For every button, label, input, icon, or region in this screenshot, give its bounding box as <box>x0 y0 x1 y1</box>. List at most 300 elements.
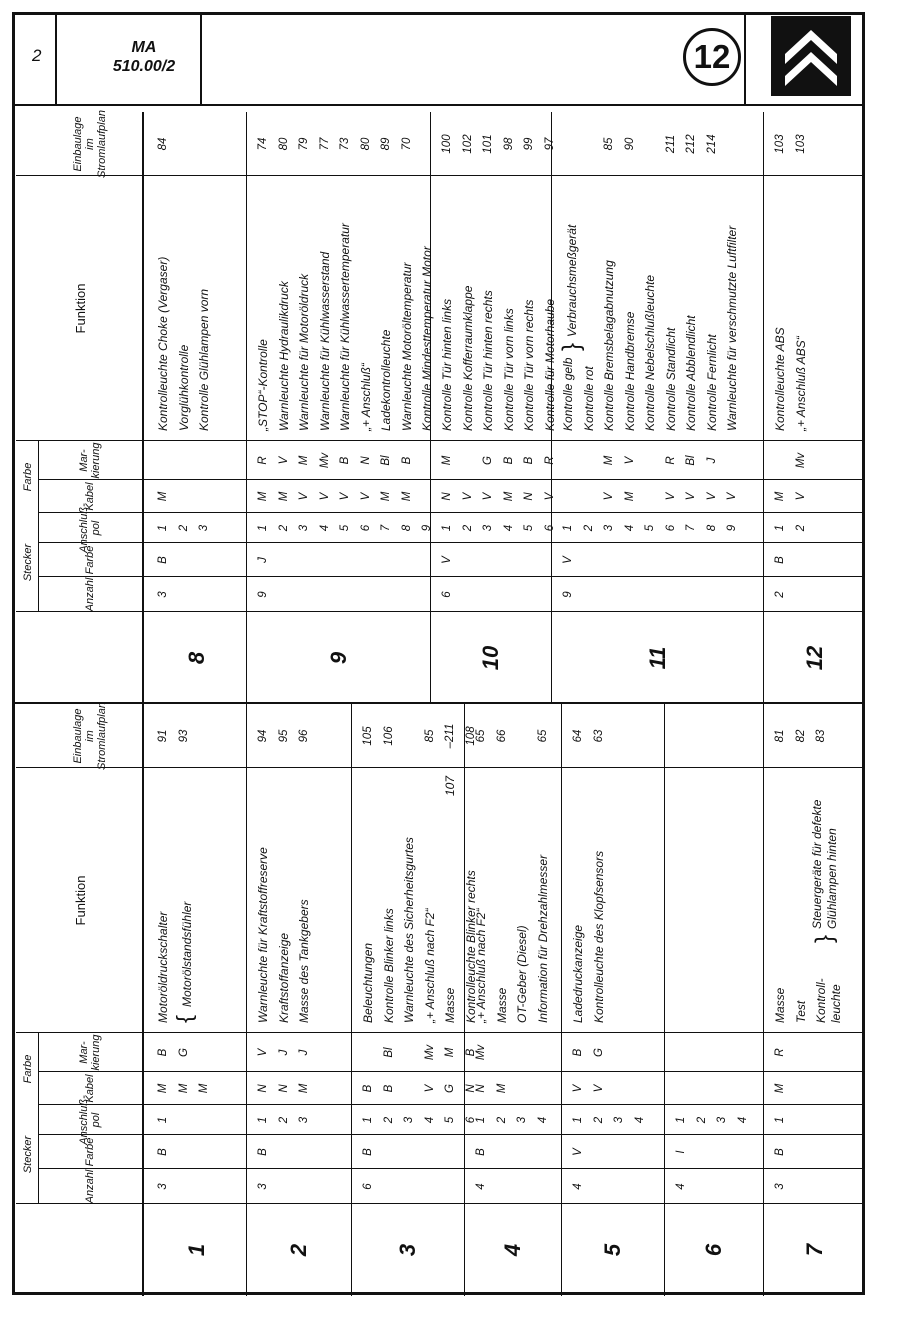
connector-number: 8 <box>183 651 209 665</box>
mark-cell: R <box>774 1048 786 1057</box>
pol-cell: 5 <box>339 524 351 532</box>
right_table-header <box>16 112 144 704</box>
plan-column <box>568 704 665 768</box>
funktion-cell <box>274 180 295 431</box>
anzahl-value: 9 <box>562 591 574 598</box>
column-header-pol <box>42 503 138 553</box>
kabel-cell: V <box>685 492 697 501</box>
funktion-cell <box>358 772 379 1023</box>
funktion-group <box>173 773 237 1023</box>
pol-cell: 4 <box>502 524 515 532</box>
funktion-column <box>471 772 562 1023</box>
funktion-text: Masse <box>443 987 457 1023</box>
funktion-cell <box>376 180 397 431</box>
mark-cell: Mv <box>423 1044 436 1061</box>
funktion-text: Information für Drehzahlmesser <box>535 854 550 1023</box>
pol-column <box>558 513 764 543</box>
column-header-text: Kabel <box>84 482 96 511</box>
mark-cell: Mv <box>475 1044 487 1061</box>
funktion-cell <box>153 772 174 1023</box>
funktion-text: Kontrolle Kofferraumklappe <box>460 285 475 431</box>
mark-cell: B <box>502 456 515 465</box>
kabel-cell: M <box>298 1083 310 1094</box>
column-header-kabel <box>42 480 138 513</box>
pol-cell: 1 <box>572 1116 584 1124</box>
plan-cell <box>512 704 533 768</box>
mark-cell: V <box>277 456 290 465</box>
funktion-text: Kontrolle Tür hinten links <box>440 298 454 431</box>
group-text-wrap <box>810 800 840 929</box>
plan-column <box>671 704 764 768</box>
group-text: Motorölstandsfühler <box>180 901 194 1007</box>
funktion-cell <box>609 772 630 1023</box>
plan-cell: 93 <box>177 729 190 743</box>
funktion-column <box>568 772 665 1023</box>
right_table-connector-9 <box>247 112 434 704</box>
header-rule <box>38 1033 39 1204</box>
funktion-text: Warnleuchte für Kühlwassertemperatur <box>338 223 352 431</box>
kabel-cell <box>174 480 195 513</box>
pol-cell: 3 <box>716 1116 728 1124</box>
funktion-group <box>558 171 622 351</box>
pol-cell: 4 <box>423 1116 436 1124</box>
kabel-cell <box>558 480 579 513</box>
mark-cell: M <box>444 1047 456 1058</box>
pol-cell: 6 <box>464 1116 477 1124</box>
kabel-cell: M <box>257 491 269 502</box>
funktion-text: Kontrolleuchte Choke (Vergaser) <box>156 256 170 431</box>
doc-code <box>94 38 194 76</box>
mark-cell <box>194 1033 215 1072</box>
column-header-funktion: Funktion <box>72 283 88 334</box>
farbe-value: B <box>774 556 786 564</box>
funktion-text: Motoröldruckschalter <box>156 911 170 1023</box>
mark-cell: B <box>523 456 535 465</box>
kabel-cell <box>811 1072 832 1105</box>
kabel-cell: G <box>444 1084 456 1093</box>
funktion-text: „+ Anschluß nach F2“ <box>474 908 488 1023</box>
funktion-cell <box>397 180 418 431</box>
funktion-text: Warnleuchte für Motoröldruck <box>297 273 311 431</box>
mark-cell: M <box>298 455 310 466</box>
funktion-cell <box>379 772 400 1023</box>
left_table-connector-1 <box>147 704 247 1296</box>
column-header-text: Anzahl <box>84 1169 96 1204</box>
brace-icon: } <box>175 1014 200 1023</box>
farbe-header: Farbe <box>22 462 34 492</box>
mark-cell: B <box>464 1048 477 1057</box>
kabel-column <box>253 480 431 513</box>
pol-cell: 9 <box>421 524 433 532</box>
column-header-text: Farbe <box>84 1137 96 1167</box>
column-header-text: kierung <box>90 442 102 479</box>
kabel-cell: M <box>495 1083 508 1094</box>
kabel-cell: B <box>362 1084 374 1093</box>
plan-cell: 85 <box>603 137 615 151</box>
plan-column <box>437 112 556 176</box>
kabel-cell: N <box>441 492 453 501</box>
funktion-text: „+ Anschluß“ <box>358 363 373 431</box>
pol-cell <box>811 1105 832 1135</box>
plan-cell <box>671 704 692 768</box>
plan-cell: 89 <box>380 137 392 151</box>
kabel-cell: M <box>157 1083 169 1094</box>
kabel-cell: V <box>726 492 738 501</box>
mark-cell: M <box>441 455 453 466</box>
anzahl-value: 3 <box>774 1183 786 1190</box>
left_table-connector-6 <box>665 704 764 1296</box>
mark-cell <box>579 441 600 480</box>
column-header-text: Kabel <box>84 1074 96 1103</box>
funktion-text: Kontrolle Abblendlicht <box>684 315 698 431</box>
pol-cell: 1 <box>157 1116 169 1124</box>
left_table-header <box>16 704 144 1296</box>
pol-column <box>770 1105 865 1135</box>
plan-cell: 64 <box>572 729 584 743</box>
kabel-cell <box>791 1072 812 1105</box>
plan-cell: 106 <box>382 726 395 746</box>
mark-column <box>671 1033 764 1072</box>
plan-cell: 85 <box>423 729 436 743</box>
pol-cell: 2 <box>582 524 595 532</box>
plan-cell: 99 <box>523 137 535 151</box>
kabel-cell: M <box>157 491 169 502</box>
farbe-value: B <box>475 1148 487 1156</box>
pol-cell: 1 <box>257 1116 269 1124</box>
pol-cell: 3 <box>298 1116 310 1124</box>
kabel-cell: V <box>592 1084 605 1093</box>
mark-cell <box>194 441 215 480</box>
plan-cell: 91 <box>157 729 169 743</box>
plan-cell: 95 <box>277 729 290 743</box>
pol-cell: 7 <box>380 524 392 532</box>
mark-cell <box>640 441 661 480</box>
kabel-cell: N <box>464 1084 477 1093</box>
left_table-connector-5 <box>562 704 665 1296</box>
pol-cell: 2 <box>794 524 807 532</box>
pol-cell: 1 <box>562 524 574 532</box>
anzahl-value: 2 <box>774 591 786 598</box>
column-header-mark <box>42 441 138 480</box>
left_table-connector-3 <box>352 704 478 1296</box>
plan-cell: 105 <box>362 726 374 746</box>
funktion-cell <box>568 772 589 1023</box>
column-header-plan <box>42 112 138 176</box>
funktion-cell <box>681 180 702 431</box>
pol-cell: 2 <box>277 524 290 532</box>
plan-cell: 214 <box>705 134 718 154</box>
column-rule <box>16 611 144 612</box>
anzahl-value: 3 <box>157 591 169 598</box>
mark-cell: B <box>400 456 413 465</box>
funktion-cell <box>437 180 458 431</box>
mark-cell <box>712 1033 733 1072</box>
column-header-plan <box>42 704 138 768</box>
mark-cell <box>733 1033 754 1072</box>
mark-cell: V <box>623 456 636 465</box>
kabel-cell: M <box>177 1083 190 1094</box>
kabel-cell: M <box>502 491 515 502</box>
pol-cell: 4 <box>736 1116 749 1124</box>
funktion-text: Kontroll- <box>814 978 828 1023</box>
kabel-cell: V <box>298 492 310 501</box>
funktion-cell <box>440 772 461 1023</box>
pol-cell: 2 <box>177 524 190 532</box>
anzahl-value: 4 <box>675 1183 687 1190</box>
mark-cell <box>458 441 479 480</box>
plan-column <box>471 704 562 768</box>
plan-column <box>770 112 865 176</box>
stecker-header: Stecker <box>22 543 34 582</box>
right_table-connector-12 <box>764 112 865 704</box>
plan-cell: 77 <box>318 137 331 151</box>
funktion-text: „+ Anschluß nach F2“ <box>422 908 437 1023</box>
mark-cell: J <box>277 1049 290 1056</box>
anzahl-value: 3 <box>257 1183 269 1190</box>
kabel-cell: N <box>257 1084 269 1093</box>
plan-cell: 79 <box>298 137 310 151</box>
funktion-cell <box>335 180 356 431</box>
plan-cell: 70 <box>400 137 413 151</box>
pol-cell: 3 <box>603 524 615 532</box>
page-number: 2 <box>32 46 42 65</box>
funktion-text: Kontrolle rot <box>581 366 596 431</box>
connector-table <box>16 112 865 1296</box>
pol-column <box>253 513 431 543</box>
plan-cell: 103 <box>794 134 807 154</box>
plan-cell: 102 <box>461 134 474 154</box>
plan-cell <box>733 704 754 768</box>
funktion-text: Ladekontrolleuchte <box>379 329 393 431</box>
column-rule <box>38 479 144 480</box>
column-rule <box>38 1071 144 1072</box>
kabel-column <box>568 1072 665 1105</box>
funktion-cell <box>478 180 499 431</box>
plan-cell <box>692 704 713 768</box>
kabel-column <box>558 480 764 513</box>
column-rule <box>38 576 144 577</box>
kabel-cell: M <box>380 491 392 502</box>
pol-column <box>358 1105 477 1135</box>
plan-cell: 98 <box>502 137 515 151</box>
pol-cell: 6 <box>664 524 677 532</box>
funktion-text: „+ Anschluß ABS“ <box>793 336 808 431</box>
farbe-value: I <box>675 1150 687 1154</box>
mark-cell <box>722 441 743 480</box>
plan-cell: 97 <box>543 137 556 151</box>
column-header-text: Anschluß- <box>78 503 90 553</box>
pol-cell: 1 <box>475 1116 487 1124</box>
mark-column <box>253 441 431 480</box>
funktion-text: Kontrolle Tür vorn links <box>501 308 516 431</box>
funktion-text: Kontrolle Standlicht <box>663 327 678 431</box>
pol-column <box>671 1105 764 1135</box>
mark-cell <box>692 1033 713 1072</box>
funktion-cell: leuchte <box>828 984 843 1023</box>
mark-cell <box>770 441 791 480</box>
kabel-cell: M <box>774 1083 786 1094</box>
funktion-text: Kraftstoffanzeige <box>276 932 291 1023</box>
mark-cell <box>811 1033 832 1072</box>
kabel-cell: M <box>623 491 636 502</box>
mark-cell: R <box>257 456 269 465</box>
plan-column <box>153 704 247 768</box>
plan-cell: 63 <box>592 729 605 743</box>
column-header-text: Farbe <box>84 545 96 575</box>
pol-cell <box>194 1105 215 1135</box>
plan-cell <box>722 112 743 176</box>
pol-cell: 1 <box>157 524 169 532</box>
pol-cell: 1 <box>362 1116 374 1124</box>
group-text: Glühlampen hinten <box>825 828 839 929</box>
left_table-connector-2 <box>247 704 352 1296</box>
kabel-cell <box>733 1072 754 1105</box>
mark-cell: B <box>157 1048 169 1057</box>
plan-cell <box>558 112 579 176</box>
pol-cell: 7 <box>685 524 697 532</box>
funktion-cell <box>399 772 420 1023</box>
pol-cell: 8 <box>705 524 718 532</box>
mark-column <box>153 1033 247 1072</box>
funktion-cell <box>589 772 610 1023</box>
kabel-cell <box>640 480 661 513</box>
pol-cell: 1 <box>441 524 453 532</box>
funktion-cell <box>471 772 492 1023</box>
funktion-text: Masse <box>494 987 509 1023</box>
mark-cell: J <box>298 1049 310 1056</box>
column-header-kabel <box>42 1072 138 1105</box>
plan-column <box>558 112 764 176</box>
funktion-column <box>358 772 478 1023</box>
connector-number: 9 <box>325 651 351 665</box>
connector-number: 10 <box>478 645 503 671</box>
column-rule <box>16 1032 144 1033</box>
farbe-value: V <box>562 556 574 564</box>
group-text-wrap <box>565 225 580 337</box>
funktion-text: Warnleuchte für Kraftstoffreserve <box>256 847 270 1023</box>
mark-cell: G <box>177 1048 190 1057</box>
plan-cell: 65 <box>475 729 487 743</box>
farbe-value: V <box>441 556 453 564</box>
column-header-text: Stromlaufplan <box>96 110 108 178</box>
plan-cell: 82 <box>794 729 807 743</box>
pol-cell <box>174 1105 195 1135</box>
funktion-cell <box>274 772 295 1023</box>
mark-cell: Mv <box>318 452 331 469</box>
funktion-column <box>253 772 352 1023</box>
mark-cell: G <box>592 1048 605 1057</box>
kabel-column <box>770 480 865 513</box>
plan-cell: 100 <box>441 134 453 154</box>
plan-cell: 83 <box>815 729 827 743</box>
pol-cell: 2 <box>277 1116 290 1124</box>
pol-cell: 4 <box>318 524 331 532</box>
kabel-cell: M <box>774 491 786 502</box>
anzahl-value: 9 <box>257 591 269 598</box>
mark-cell: R <box>543 456 556 465</box>
mark-cell <box>609 1033 630 1072</box>
column-header-text: Anzahl <box>84 577 96 612</box>
mark-column <box>437 441 556 480</box>
anzahl-value: 4 <box>572 1183 584 1190</box>
funktion-cell <box>533 772 554 1023</box>
column-header-text: Mar- <box>78 449 90 472</box>
funktion-text: „STOP“-Kontrolle <box>256 339 270 431</box>
pol-cell: 5 <box>444 1116 456 1124</box>
connector-number: 7 <box>801 1243 827 1257</box>
funktion-column <box>153 180 247 431</box>
funktion-text: Kontrolleuchte ABS <box>773 327 787 431</box>
mark-cell: Mv <box>794 452 807 469</box>
pol-cell: 3 <box>403 1116 415 1124</box>
connector-number: 2 <box>286 1243 311 1257</box>
farbe-header: Farbe <box>22 1054 34 1084</box>
funktion-column <box>253 180 434 431</box>
funktion-text: Warnleuchte für verschmutzte Luftfilter <box>725 225 739 431</box>
funktion-cell <box>712 772 733 1023</box>
column-header-text: Einbaulage <box>72 708 84 764</box>
funktion-cell <box>770 772 791 1023</box>
connector-number: 1 <box>183 1243 209 1257</box>
plan-cell: 108 <box>464 726 477 746</box>
column-rule <box>16 1203 144 1204</box>
funktion-cell <box>153 180 174 431</box>
funktion-text: Kontrolle Blinker links <box>381 908 396 1023</box>
funktion-text: Vorglühkontrolle <box>176 344 191 431</box>
column-rule <box>38 512 144 513</box>
funktion-column <box>770 180 865 431</box>
plan-cell: 94 <box>257 729 269 743</box>
kabel-cell <box>630 1072 651 1105</box>
funktion-cell <box>640 180 661 431</box>
brace-icon: } <box>811 934 838 943</box>
kabel-cell: V <box>423 1084 436 1093</box>
funktion-text: Masse <box>773 987 787 1023</box>
kabel-cell: V <box>359 492 372 501</box>
funktion-text: Ladedruckanzeige <box>571 924 585 1023</box>
pol-cell: 2 <box>592 1116 605 1124</box>
pol-cell: 3 <box>516 1116 528 1124</box>
funktion-cell <box>733 772 754 1023</box>
right_table-connector-11 <box>552 112 764 704</box>
kabel-column <box>358 1072 477 1105</box>
funktion-cell <box>492 772 513 1023</box>
kabel-column <box>153 1072 247 1105</box>
pol-cell: 1 <box>257 524 269 532</box>
funktion-text: Warnleuchte Hydraulikdruck <box>276 281 291 431</box>
kabel-cell: V <box>572 1084 584 1093</box>
mark-cell: G <box>482 456 494 465</box>
pol-cell: 1 <box>774 524 786 532</box>
funktion-cell <box>770 180 791 431</box>
pol-cell: 6 <box>359 524 372 532</box>
funktion-text: Test <box>793 1000 808 1023</box>
column-header-anzahl <box>42 577 138 612</box>
farbe-value: V <box>572 1148 584 1156</box>
kabel-cell: V <box>603 492 615 501</box>
header-divider <box>12 104 865 106</box>
plan-cell <box>640 112 661 176</box>
kabel-column <box>770 1072 865 1105</box>
mark-cell: V <box>257 1048 269 1057</box>
pol-cell: 5 <box>644 524 656 532</box>
mark-cell: Bl <box>685 455 697 466</box>
funktion-cell <box>692 772 713 1023</box>
funktion-text: Kontrolle Fernlicht <box>704 334 719 431</box>
mark-cell <box>671 1033 692 1072</box>
funktion-cell <box>253 180 274 431</box>
mark-column <box>568 1033 665 1072</box>
